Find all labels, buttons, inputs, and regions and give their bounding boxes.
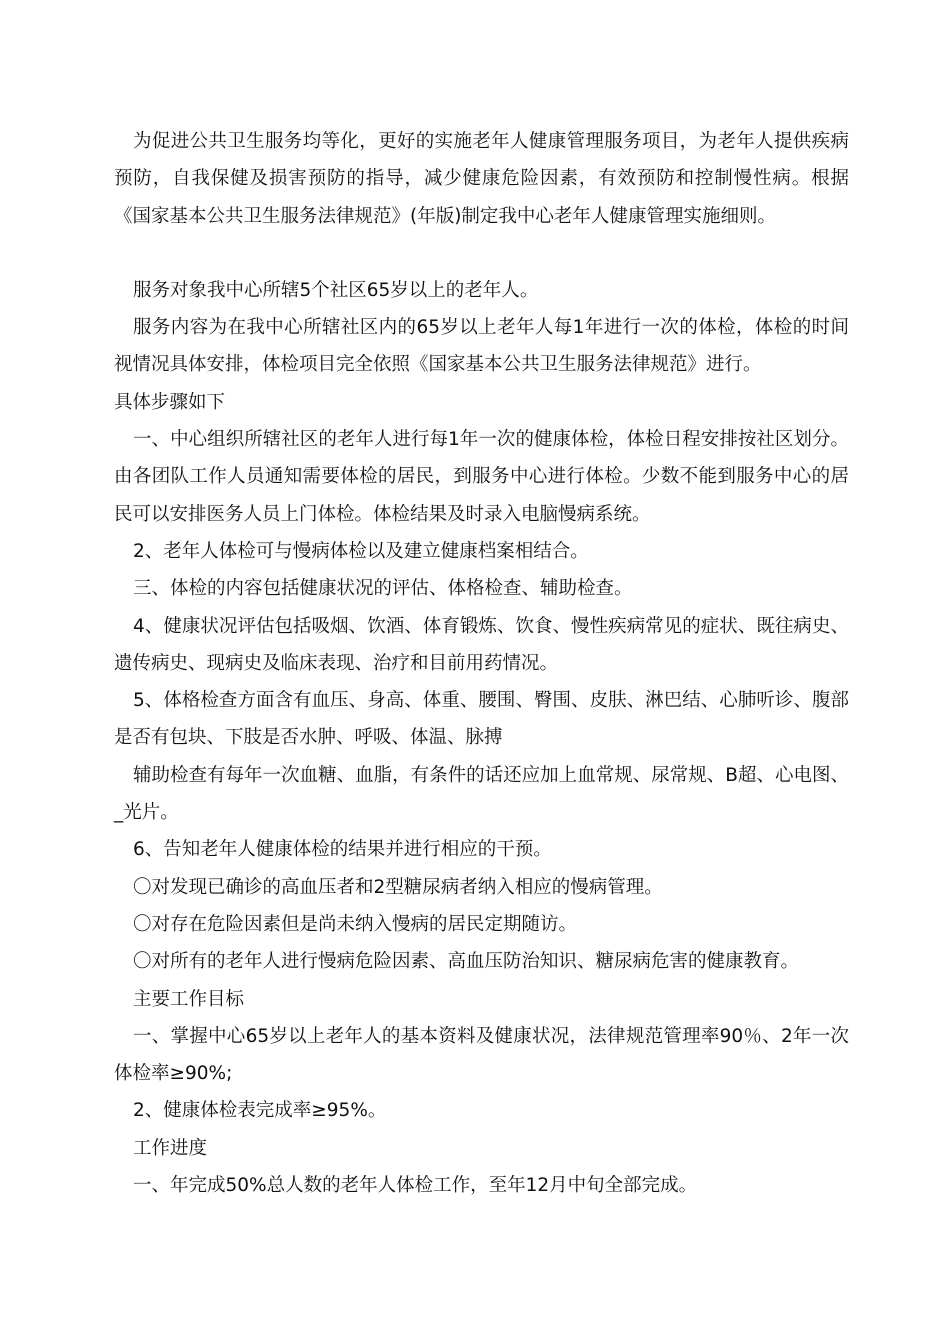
goals-heading: 主要工作目标 [133,988,245,1010]
auxiliary-exam-paragraph: 辅助检查有每年一次血糖、血脂，有条件的话还应加上血常规、尿常规、B超、心电图、_光片。 [114,764,849,824]
goal-2-paragraph: 2、健康体检表完成率≥95%。 [133,1100,387,1122]
steps-heading: 具体步骤如下 [114,391,226,413]
intervention-item-2: 〇对存在危险因素但是尚未纳入慢病的居民定期随访。 [133,913,578,935]
step-5-paragraph: 5、体格检查方面含有血压、身高、体重、腰围、臀围、皮肤、淋巴结、心肺听诊、腹部是否有包块、下肢是否水肿、呼吸、体温、脉搏 [114,690,849,749]
progress-heading: 工作进度 [133,1137,208,1159]
step-4-paragraph: 4、健康状况评估包括吸烟、饮酒、体育锻炼、饮食、慢性疾病常见的症状、既往病史、遗传病史、现病史及临床表现、治疗和目前用药情况。 [114,615,849,674]
step-3-paragraph: 三、体检的内容包括健康状况的评估、体格检查、辅助检查。 [133,578,633,600]
service-target-paragraph: 服务对象我中心所辖5个社区65岁以上的老年人。 [133,279,539,301]
service-content-paragraph: 服务内容为在我中心所辖社区内的65岁以上老年人每1年进行一次的体检，体检的时间视情况具体安排，体检项目完全依照《国家基本公共卫生服务法律规范》进行。 [114,317,849,376]
step-6-paragraph: 6、告知老年人健康体检的结果并进行相应的干预。 [133,839,552,861]
intervention-item-1: 〇对发现已确诊的高血压者和2型糖尿病者纳入相应的慢病管理。 [133,876,663,898]
paragraph-spacer [114,235,849,272]
intervention-item-3: 〇对所有的老年人进行慢病危险因素、高血压防治知识、糖尿病危害的健康教育。 [133,951,800,973]
goal-1-paragraph: 一、掌握中心65岁以上老年人的基本资料及健康状况，法律规范管理率90％、2年一次体检率≥90%; [114,1025,849,1085]
step-2-paragraph: 2、老年人体检可与慢病体检以及建立健康档案相结合。 [133,540,589,562]
step-1-paragraph: 一、中心组织所辖社区的老年人进行每1年一次的健康体检，体检日程安排按社区划分。由各团队工作人员通知需要体检的居民，到服务中心进行体检。少数不能到服务中心的居民可以安排医务人员上门体检。体检结果及时录入电脑慢病系统。 [114,429,849,525]
intro-paragraph: 为促进公共卫生服务均等化，更好的实施老年人健康管理服务项目，为老年人提供疾病预防，自我保健及损害预防的指导，减少健康危险因素，有效预防和控制慢性病。根据《国家基本公共卫生服务法律规范》(年版)制定我中心老年人健康管理实施细则。 [114,131,849,227]
document-body [114,123,849,1204]
progress-1-paragraph: 一、年完成50%总人数的老年人体检工作，至年12月中旬全部完成。 [133,1175,698,1197]
